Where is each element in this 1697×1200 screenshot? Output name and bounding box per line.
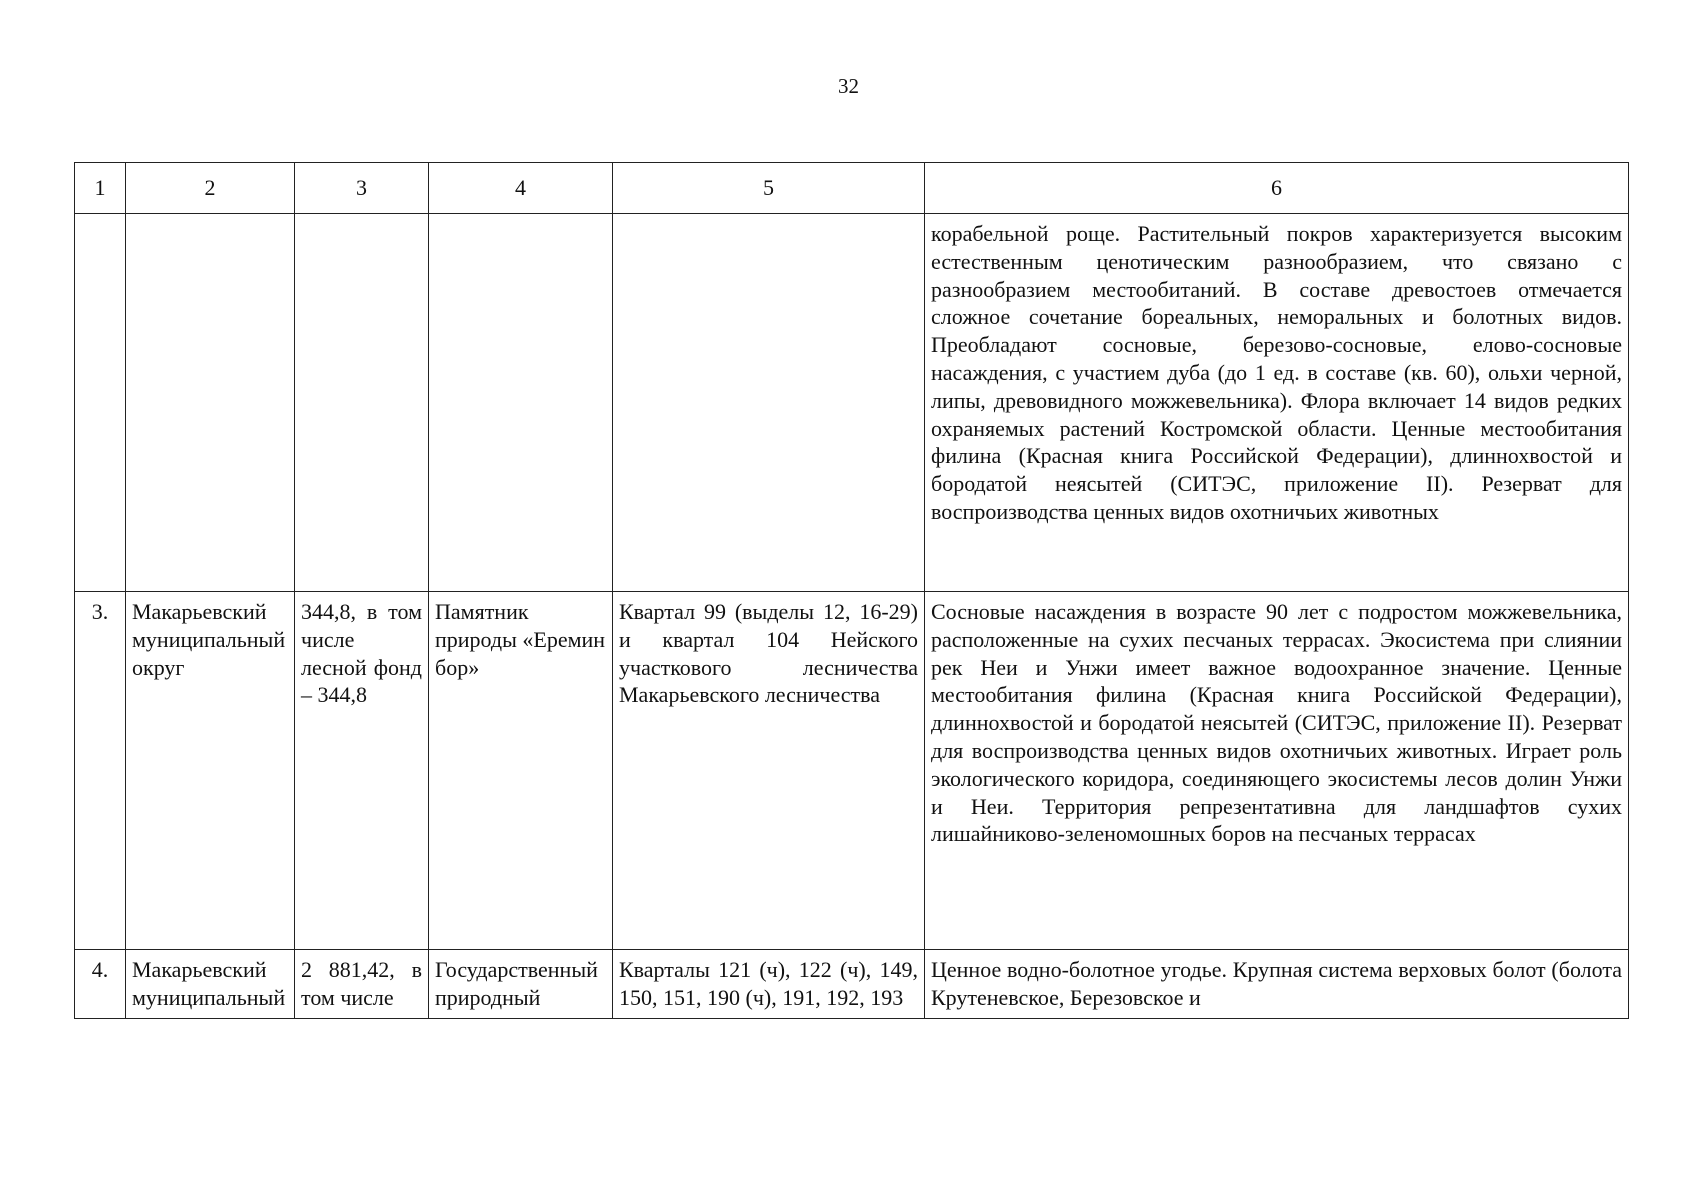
page-number: 32 (838, 74, 859, 98)
cell-district: Макарьевский муниципальный округ (126, 592, 295, 950)
table-row (75, 592, 1629, 950)
cell-category: Государственный природный (429, 950, 613, 1019)
header-col-4: 4 (429, 163, 613, 214)
protected-areas-table (74, 162, 1629, 1019)
table-row-continuation (75, 214, 1629, 592)
cell-area: 344,8, в том числе лесной фонд – 344,8 (295, 592, 429, 950)
table-header-row (75, 163, 1629, 214)
cell-district: Макарьевский муниципальный (126, 950, 295, 1019)
table-row (75, 950, 1629, 1019)
header-col-5: 5 (613, 163, 925, 214)
cell-location: Кварталы 121 (ч), 122 (ч), 149, 150, 151, 190 (ч), 191, 192, 193 (613, 950, 925, 1019)
cell-category (429, 214, 613, 592)
cell-area: 2 881,42, в том числе (295, 950, 429, 1019)
cell-num: 3. (75, 592, 126, 950)
header-col-6: 6 (925, 163, 1629, 214)
cell-description: корабельной роще. Растительный покров характеризуется высоким естественным ценотическим разнообразием, что связано с разнообразием местообитаний. В составе древостоев отмечается сложное сочетание бореальных, неморальных и болотных видов. Преобладают сосновые, березово-сосновые, елово-сосновые насаждения, с участием дуба (до 1 ед. в составе (кв. 60), ольхи черной, липы, древовидного можжевельника). Флора включает 14 видов редких охраняемых растений Костромской области. Ценные местообитания филина (Красная книга Российской Федерации), длиннохвостой и бородатой неясытей (СИТЭС, приложение II). Резерват для воспроизводства ценных видов охотничьих животных (925, 214, 1629, 592)
cell-location: Квартал 99 (выделы 12, 16-29) и квартал 104 Нейского участкового лесничества Макарьевского лесничества (613, 592, 925, 950)
cell-area (295, 214, 429, 592)
cell-district (126, 214, 295, 592)
cell-description: Ценное водно-болотное угодье. Крупная система верховых болот (болота Крутеневское, Березовское и (925, 950, 1629, 1019)
cell-location (613, 214, 925, 592)
cell-category: Памятник природы «Еремин бор» (429, 592, 613, 950)
header-col-2: 2 (126, 163, 295, 214)
cell-num (75, 214, 126, 592)
cell-description: Сосновые насаждения в возрасте 90 лет с подростом можжевельника, расположенные на сухих песчаных террасах. Экосистема при слиянии рек Неи и Унжи имеет важное водоохранное значение. Ценные местообитания филина (Красная книга Российской Федерации), длиннохвостой и бородатой неясытей (СИТЭС, приложение II). Резерват для воспроизводства ценных видов охотничьих животных. Играет роль экологического коридора, соединяющего экосистемы лесов долин Унжи и Неи. Территория репрезентативна для ландшафтов сухих лишайниково-зеленомошных боров на песчаных террасах (925, 592, 1629, 950)
header-col-3: 3 (295, 163, 429, 214)
header-col-1: 1 (75, 163, 126, 214)
cell-num: 4. (75, 950, 126, 1019)
